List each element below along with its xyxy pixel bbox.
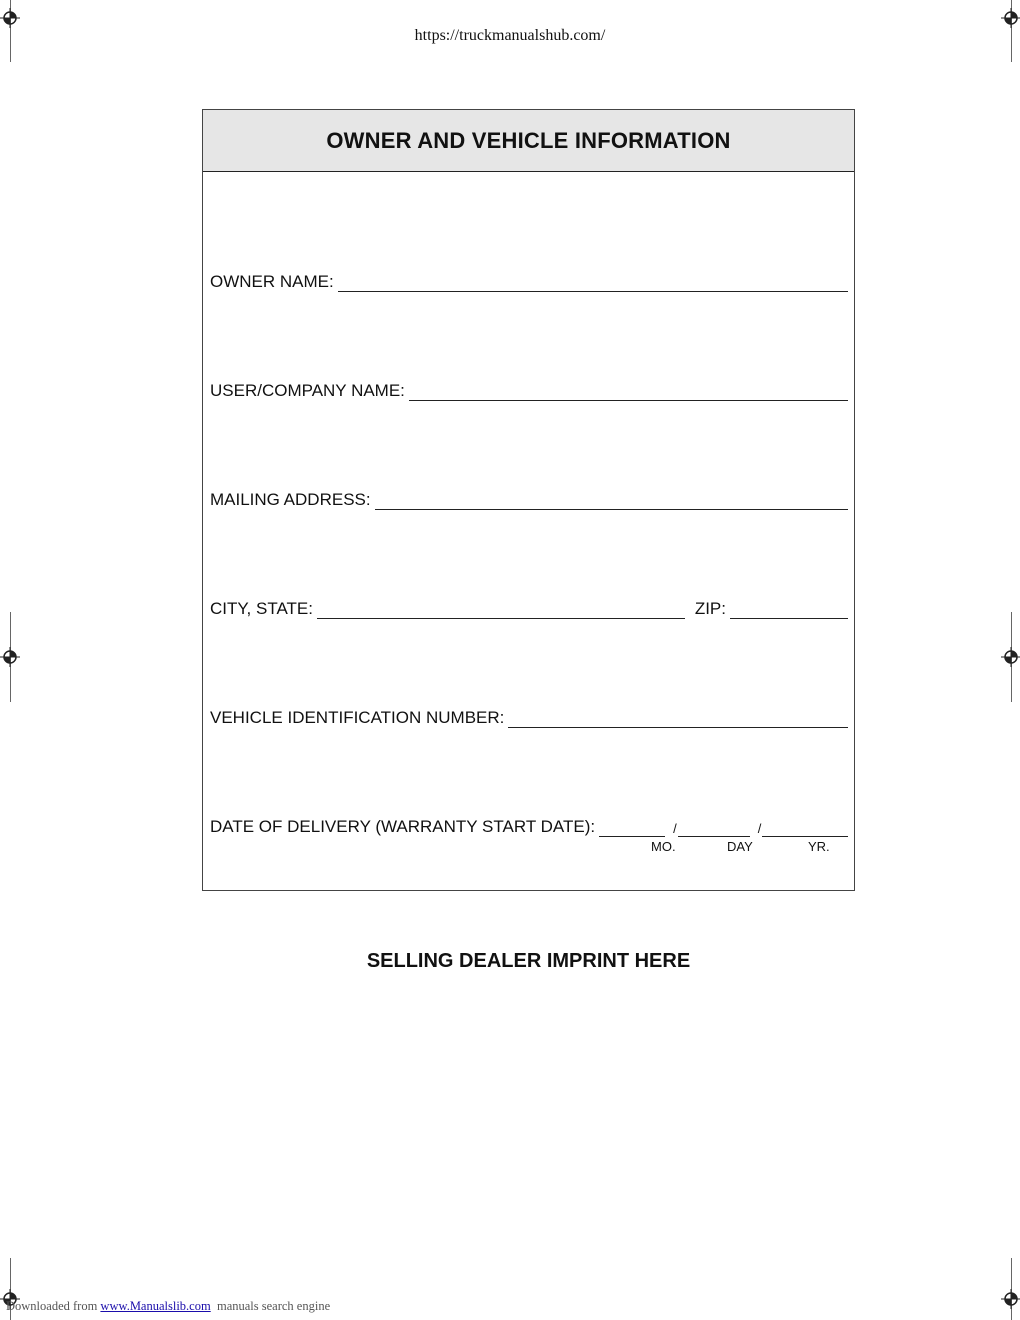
registration-mark-icon xyxy=(1001,647,1020,667)
owner-vehicle-form xyxy=(202,109,855,891)
footer xyxy=(6,1299,330,1314)
page-url: https://truckmanualshub.com/ xyxy=(414,27,606,44)
date-separator: / xyxy=(673,821,677,836)
user-company-name-row xyxy=(210,381,848,401)
form-title: OWNER AND VEHICLE INFORMATION xyxy=(326,127,731,153)
city-state-field[interactable] xyxy=(317,600,685,619)
delivery-month-field[interactable] xyxy=(599,818,665,837)
registration-mark-icon xyxy=(0,647,20,667)
vin-row xyxy=(210,708,848,728)
year-label: YR. xyxy=(808,839,830,854)
footer-prefix: Downloaded from xyxy=(6,1299,101,1313)
mailing-address-field[interactable] xyxy=(375,491,848,510)
user-company-name-label: USER/COMPANY NAME: xyxy=(210,381,405,400)
day-label: DAY xyxy=(727,839,753,854)
registration-mark-icon xyxy=(0,8,20,28)
form-header xyxy=(203,110,854,172)
zip-field[interactable] xyxy=(730,600,848,619)
user-company-name-field[interactable] xyxy=(409,382,848,401)
owner-name-row xyxy=(210,272,848,292)
registration-mark-icon xyxy=(1001,8,1020,28)
zip-label: ZIP: xyxy=(694,599,726,618)
registration-mark-icon xyxy=(1001,1289,1020,1309)
delivery-date-label: DATE OF DELIVERY (WARRANTY START DATE): xyxy=(210,817,596,836)
owner-name-label: OWNER NAME: xyxy=(210,272,334,291)
vin-field[interactable] xyxy=(508,709,848,728)
owner-name-field[interactable] xyxy=(338,273,848,292)
footer-suffix: manuals search engine xyxy=(210,1299,331,1313)
manualslib-link[interactable]: www.Manualslib.com xyxy=(100,1299,211,1313)
delivery-date-row xyxy=(210,817,848,837)
delivery-year-field[interactable] xyxy=(762,818,848,837)
vin-label: VEHICLE IDENTIFICATION NUMBER: xyxy=(210,708,505,727)
month-label: MO. xyxy=(651,839,676,854)
city-state-label: CITY, STATE: xyxy=(210,599,313,618)
mailing-address-row xyxy=(210,490,848,510)
delivery-day-field[interactable] xyxy=(678,818,750,837)
city-state-zip-row xyxy=(210,599,848,619)
mailing-address-label: MAILING ADDRESS: xyxy=(210,490,371,509)
dealer-imprint-heading: SELLING DEALER IMPRINT HERE xyxy=(366,950,691,972)
date-separator: / xyxy=(757,821,762,836)
